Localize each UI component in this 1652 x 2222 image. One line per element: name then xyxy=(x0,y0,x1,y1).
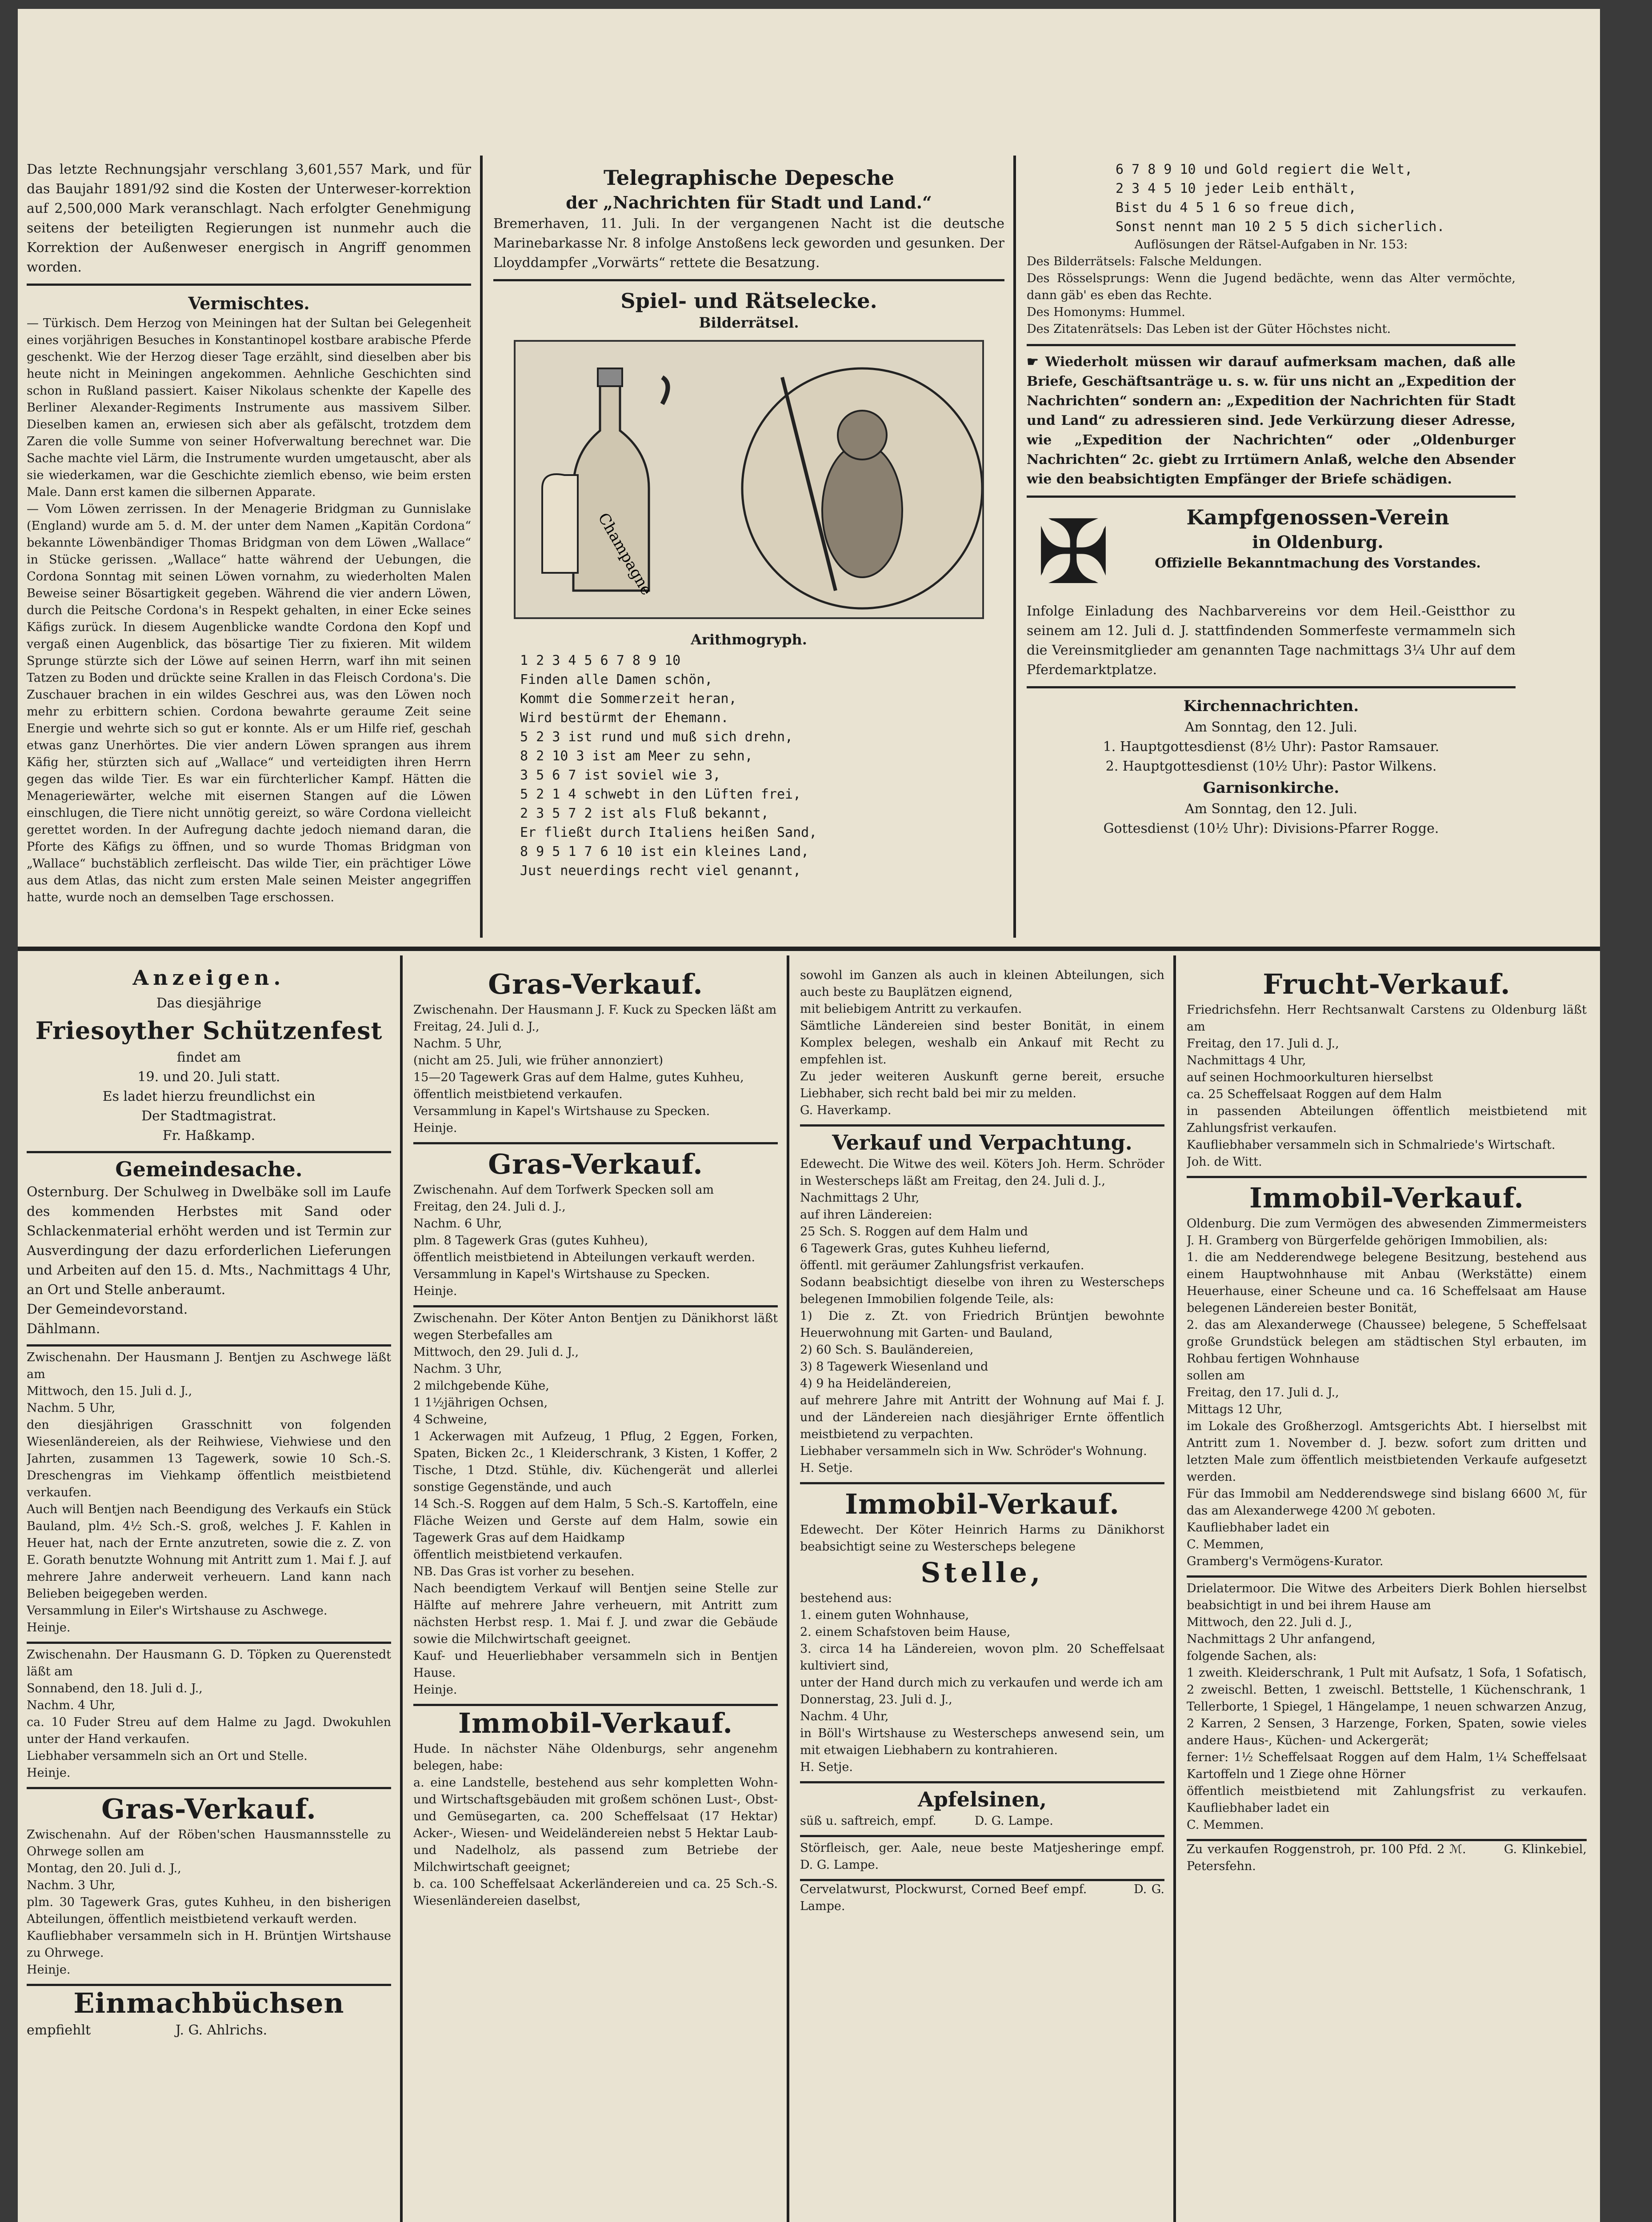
immo3-title: Immobil-Verkauf. xyxy=(1249,1182,1524,1214)
zwischenahn-ad-1 xyxy=(27,1347,391,1644)
kirche-title: Kirchennachrichten. xyxy=(1183,697,1359,715)
section-divider xyxy=(18,947,1600,951)
cervelat-body: Cervelatwurst, Plockwurst, Corned Beef empf. D. G. Lampe. xyxy=(800,1882,1164,1913)
arithmogryph-title: Arithmogryph. xyxy=(691,631,807,648)
zwischenahn-ad-2 xyxy=(27,1644,391,1789)
bear-head-icon xyxy=(838,411,887,460)
glass-icon xyxy=(542,474,578,573)
z3-body: Zwischenahn. Der Köter Anton Bentjen zu Dänikhorst läßt wegen Sterbefalles am Mittwoch, den 29. Juli d. J., Nachm. 3 Uhr, 2 milchgebende Kühe, 1 1½jährigen Ochsen, 4 Schweine, 1 Ackerwagen mit Aufzeug, 1 Pflug, 2 Eggen, Forken, Spaten, Bicken 2c., 1 Kleiderschrank, 3 Kisten, 1 Koffer, 2 Tische, 1 Dtzd. Stühle, div. Küchengerät und allerlei sonstige Gegenstände, und auch 14 Sch.-S. Roggen auf dem Halm, 5 Sch.-S. Kartoffeln, eine Fläche Weizen und Gerste auf dem Halm, sowie ein Tagewerk Gras auf dem Haidkamp öffentlich meistbietend verkaufen. NB. Das Gras ist vorher zu besehen. Nach beendigtem Verkauf will Bentjen seine Stelle zur Hälfte auf mehrere Jahre verheuern, mit Antritt zum nächsten Herbst resp. 1. Mai f. J. und zwar die Gebäude sowie die Milchwirtschaft geeignet. Kauf- und Heuerliebhaber versammeln sich in Bentjen Hause. Heinje. xyxy=(413,1311,778,1697)
verein-ad xyxy=(1027,501,1516,604)
stoer-body: Störfleisch, ger. Aale, neue beste Matjesheringe empf. D. G. Lampe. xyxy=(800,1841,1164,1872)
top-column-3 xyxy=(1027,160,1516,942)
garnison-title: Garnisonkirche. xyxy=(1203,779,1340,797)
verein-subtitle: in Oldenburg. xyxy=(1252,532,1384,552)
column-divider xyxy=(1013,156,1016,938)
solutions-body: Des Bilderrätsels: Falsche Meldungen. Des Rösselsprungs: Wenn die Jugend bedächte, wenn das Alter vermöchte, dann gäb' es eben das Rechte. Des Homonyms: Hummel. Des Zitatenrätsels: Das Leben ist der Güter Höchstes nicht. xyxy=(1027,255,1516,336)
picture-puzzle xyxy=(514,340,984,619)
apfel-title: Apfelsinen, xyxy=(918,1787,1047,1811)
vv-body: Edewecht. Die Witwe des weil. Köters Joh. Herm. Schröder in Westerscheps läßt am Freitag, den 24. Juli d. J., Nachmittags 2 Uhr, auf ihren Ländereien: 25 Sch. S. Roggen auf dem Halm und 6 Tagewerk Gras, gutes Kuhheu liefernd, öffentl. mit geräumer Zahlungsfrist verkaufen. Sodann beabsichtigt dieselbe von ihren zu Westerscheps belegenen Immobilien folgende Teile, als: 1) Die z. Zt. von Friedrich Brüntjen bewohnte Heuerwohnung mit Garten- und Bauland, 2) 60 Sch. S. Bauländereien, 3) 8 Tagewerk Wiesenland und 4) 9 ha Heideländereien, auf mehrere Jahre mit Antritt der Wohnung auf Mai f. J. und der Ländereien nach diesjähriger Ernte öffentlich meistbietend zu verpachten. Liebhaber versammeln sich in Ww. Schröder's Wohnung. H. Setje. xyxy=(800,1157,1164,1475)
stelle-heading: Stelle, xyxy=(920,1556,1044,1589)
verkauf-verpachtung-ad xyxy=(800,1127,1164,1484)
top-column-1 xyxy=(27,160,471,938)
immo2-body-2: bestehend aus: 1. einem guten Wohnhause, 2. einem Schafstoven beim Hause, 3. circa 14 ha Ländereien, wovon plm. 20 Scheffelsaat kultiviert sind, unter der Hand durch mich zu verkaufen und werde ich am Donnerstag, 23. Juli d. J., Nachm. 4 Uhr, in Böll's Wirtshause zu Westerscheps anwesend sein, um mit etwaigen Liebhabern zu kontrahieren. H. Setje. xyxy=(800,1591,1164,1774)
kirche-body: Am Sonntag, den 12. Juli. 1. Hauptgottesdienst (8½ Uhr): Pastor Ramsauer. 2. Hauptgottesdienst (10½ Uhr): Pastor Wilkens. xyxy=(1103,719,1440,774)
gras-verkauf-ad-2 xyxy=(413,964,778,1144)
column-divider xyxy=(480,156,483,938)
immo1-continued-body: sowohl im Ganzen als auch in kleinen Abteilungen, sich auch beste zu Bauplätzen eignend, mit beliebigem Antritt zu verkaufen. Sämtliche Ländereien sind bester Bonität, in einem Komplex belegen, weshalb ein Ankauf mit Recht zu empfehlen ist. Zu jeder weiteren Auskunft gerne bereit, ersuche Liebhaber, sich recht bald bei mir zu melden. G. Haverkamp. xyxy=(800,968,1164,1117)
stoerfleisch-ad xyxy=(800,1837,1164,1881)
garnison-body: Am Sonntag, den 12. Juli. Gottesdienst (10½ Uhr): Divisions-Pfarrer Rogge. xyxy=(1103,801,1439,836)
z1-body: Zwischenahn. Der Hausmann J. Bentjen zu Aschwege läßt am Mittwoch, den 15. Juli d. J., Nachm. 5 Uhr, den diesjährigen Grasschnitt von folgenden Wiesenländereien, als der Reihwiese, Viehwiese und den Jahrten, zusammen 13 Tagewerk, sowie 10 Sch.-S. Dreschengras im Viehkamp öffentlich meistbietend verkaufen. Auch will Bentjen nach Beendigung des Verkaufs ein Stück Bauland, plm. 4½ Sch.-S. groß, welches J. F. Kahlen in Heuer hat, nach der Ernte anzutreten, sowie die z. Z. von E. Gorath benutzte Wohnung mit Antritt zum 1. Mai f. J. auf mehrere Jahre anderweit verheuern. Land kann nach Belieben beigegeben werden. Versammlung in Eiler's Wirtshause zu Aschwege. Heinje. xyxy=(27,1351,391,1635)
apostrophe-icon xyxy=(662,377,668,404)
frucht-verkauf-ad xyxy=(1187,964,1587,1178)
drie-body: Drielatermoor. Die Witwe des Arbeiters Dierk Bohlen hierselbst beabsichtigt in und bei ihrem Hause am Mittwoch, den 22. Juli d. J., Nachmittags 2 Uhr anfangend, folgende Sachen, als: 1 zweith. Kleiderschrank, 1 Pult mit Aufsatz, 1 Sofa, 1 Sofatisch, 2 zweischl. Betten, 1 zweischl. Bettstelle, 1 Küchenschrank, 1 Tellerborte, 1 Spiegel, 1 Hängelampe, 1 neuen schwarzen Anzug, 2 Karren, 2 Sensen, 3 Harzenge, Forken, Spaten, sowie vieles andere Haus-, Küchen- und Ackergerät; ferner: 1½ Scheffelsaat Roggen auf dem Halm, 1¼ Scheffelsaat Kartoffeln und 1 Ziege ohne Hörner öffentlich meistbietend mit Zahlungsfrist zu verkaufen. Kaufliebhaber ladet ein C. Memmen. xyxy=(1187,1582,1587,1832)
gras1-title: Gras-Verkauf. xyxy=(488,968,703,1000)
newspaper-page xyxy=(18,9,1600,2222)
vv-title: Verkauf und Verpachtung. xyxy=(832,1131,1132,1155)
frucht-title: Frucht-Verkauf. xyxy=(1263,968,1511,1000)
gemeinde-title: Gemeindesache. xyxy=(115,1157,303,1181)
game-title: Spiel- und Rätselecke. xyxy=(620,289,877,313)
verein-title: Kampfgenossen-Verein xyxy=(1186,505,1449,529)
gemeindesache-ad xyxy=(27,1153,391,1347)
arithmogryph-lines: 1 2 3 4 5 6 7 8 9 10 Finden alle Damen schön, Kommt die Sommerzeit heran, Wird bestürmt der Ehemann. 5 2 3 ist rund und muß sich drehn, 8 2 10 3 ist am Meer zu sehn, 3 5 6 7 ist soviel wie 3, 5 2 1 4 schwebt in den Lüften frei, 2 3 5 7 2 ist als Fluß bekannt, Er fließt durch Italiens heißen Sand, 8 9 5 1 7 6 10 ist ein kleines Land, Just neuerdings recht viel genannt, xyxy=(520,653,817,879)
cervelat-ad xyxy=(800,1881,1164,1915)
verein-heading: Offizielle Bekanntmachung des Vorstandes. xyxy=(1155,556,1481,571)
drielatermoor-ad xyxy=(1187,1578,1587,1841)
picture-puzzle-illustration xyxy=(516,342,982,617)
column-divider xyxy=(1173,955,1176,2222)
gras-body: Zwischenahn. Auf der Röben'schen Hausmannsstelle zu Ohrwege sollen am Montag, den 20. Juli d. J., Nachm. 3 Uhr, plm. 30 Tagewerk Gras, gutes Kuhheu, in den bisherigen Abteilungen, öffentlich meistbietend verkauft werden. Kaufliebhaber versammeln sich in H. Brüntjen Wirtshause zu Ohrwege. Heinje. xyxy=(27,1828,391,1977)
ads-column-2 xyxy=(413,964,778,2222)
gras-title: Gras-Verkauf. xyxy=(101,1793,316,1825)
vermischtes-body: — Türkisch. Dem Herzog von Meiningen hat der Sultan bei Gelegenheit eines vorjährigen Besuches in Konstantinopel kostbare arabische Pferde geschenkt. Wie der Herzog dieser Tage erzählt, sind dieselben aber bis heute nicht in Meiningen angekommen. Aehnliche Geschichten sind schon in Rußland passiert. Kaiser Nikolaus schenkte der Kapelle des Berliner Alexander-Regiments Instrumente aus massivem Silber. Dieselben kamen an, erwiesen sich aber als gefälscht, trotzdem dem Zaren die volle Summe von seiner Hofverwaltung berechnet war. Die Sache machte viel Lärm, die Instrumente wurden umgetauscht, aber als sie wiederkamen, war die Geschichte ziemlich ebenso, wie beim ersten Male. Dann erst kamen die silbernen Apparate. — Vom Löwen zerrissen. In der Menagerie Bridgman zu Gunnislake (England) wurde am 5. d. M. der unter dem Namen „Kapitän Cordona“ bekannte Löwenbändiger Thomas Bridgman von dem Löwen „Wallace“ in Stücke gerissen. „Wallace“ hatte während der Uebungen, die Cordona Sonntag mit seinen Löwen vornahm, zu wiederholten Malen Beweise seiner Bösartigkeit gegeben. Während die vier andern Löwen, durch die Peitsche Cordona's in Respekt gehalten, in einer Ecke seines Käfigs zurück. In diesem Augenblicke wandte Cordona den Kopf und vergaß einen Augenblick, das bösartige Tier zu fixieren. Mit wildem Sprunge stürzte sich der Löwe auf seinen Herrn, warf ihn mit seinen Tatzen zu Boden und drückte seine Krallen in das Fleisch Cordona's. Die Zuschauer brachen in ein wildes Geschrei aus, was den Löwen noch mehr zu erbittern schien. Cordona bewahrte geraume Zeit seine Energie und wehrte sich so gut er konnte. Als er um Hilfe rief, geschah etwas ganz Unerhörtes. Die vier andern Löwen sprangen aus ihrem Käfig her, stürzten sich auf „Wallace“ und verteidigten ihren Herrn gegen das wilde Tier. Es war ein fürchterlicher Kampf. Hätten die Menageriewärter, welche mit eisernen Stangen auf die Löwen einschlugen, die Tiere nicht unnötig gereizt, so wäre Cordona vielleicht gerettet worden. In der Aufregung dachte jedoch niemand daran, die Pforte des Käfigs zu öffnen, und so wurde Thomas Bridgman von „Wallace“ buchstäblich zerfleischt. Das wilde Tier, ein prächtiger Löwe aus dem Atlas, das nicht zum ersten Male seinen Meister angegriffen hatte, wurde noch an demselben Tage erschossen. xyxy=(27,316,471,904)
bottle-label: Champagne xyxy=(594,510,656,599)
ads-column-3 xyxy=(800,964,1164,2222)
immobil-ad-2 xyxy=(800,1484,1164,1783)
zwischenahn-ad-3 xyxy=(413,1307,778,1706)
telegram-subtitle: der „Nachrichten für Stadt und Land.“ xyxy=(566,192,932,212)
divider xyxy=(493,279,1004,281)
apfelsinen-ad xyxy=(800,1783,1164,1837)
arithmogryph-verse: 6 7 8 9 10 und Gold regiert die Welt, 2 3 4 5 10 jeder Leib enthält, Bist du 4 5 1 6 so freue dich, Sonst nennt man 10 2 5 5 dich sicherlich. xyxy=(1116,162,1445,235)
schuetzenfest-ad xyxy=(27,991,391,1153)
immobil-ad-1-continued xyxy=(800,964,1164,1127)
fest-pre: Das diesjährige xyxy=(156,995,262,1011)
telegram-title: Telegraphische Depesche xyxy=(603,166,895,190)
address-notice: ☛ Wiederholt müssen wir darauf aufmerksam machen, daß alle Briefe, Geschäftsanträge u. s. w. für uns nicht an „Expedition der Nachrichten“ sondern an: „Expedition der Nachrichten für Stadt und Land“ zu adressieren sind. Jede Verkürzung dieser Adresse, wie „Expedition der Nachrichten“ oder „Oldenburger Nachrichten“ 2c. giebt zu Irrtümern Anlaß, welche den Absender wie den beabsichtigten Empfänger der Briefe schädigen. xyxy=(1027,354,1516,487)
solutions-title: Auflösungen der Rätsel-Aufgaben in Nr. 153: xyxy=(1134,238,1408,252)
immobil-ad-3 xyxy=(1187,1178,1587,1578)
immo1-body: Hude. In nächster Nähe Oldenburgs, sehr angenehm belegen, habe: a. eine Landstelle, bestehend aus sehr kompletten Wohn- und Wirtschaftsgebäuden mit großem schönen Lust-, Obst- und Gemüsegarten, ca. 200 Scheffelsaat (17 Hektar) Acker-, Wiesen- und Weideländereien nebst 5 Hektar Laub- und Nadelholz, als passend zum Betriebe der Milchwirtschaft geeignet; b. ca. 100 Scheffelsaat Ackerländereien und ca. 25 Sch.-S. Wiesenländereien daselbst, xyxy=(413,1742,778,1908)
ads-column-4 xyxy=(1187,964,1587,2222)
frucht-body: Friedrichsfehn. Herr Rechtsanwalt Carstens zu Oldenburg läßt am Freitag, den 17. Juli d. J., Nachmittags 4 Uhr, auf seinen Hochmoorkulturen hierselbst ca. 25 Scheffelsaat Roggen auf dem Halm in passenden Abteilungen öffentlich meistbietend mit Zahlungsfrist verkaufen. Kaufliebhaber versammeln sich in Schmalriede's Wirtschaft. Joh. de Witt. xyxy=(1187,1003,1587,1169)
fest-body: findet am 19. und 20. Juli statt. Es ladet hierzu freundlichst ein Der Stadtmagistrat. Fr. Haßkamp. xyxy=(102,1050,316,1143)
immo3-body: Oldenburg. Die zum Vermögen des abwesenden Zimmermeisters J. H. Gramberg von Bürgerfelde gehörigen Immobilien, als: 1. die am Nedderendwege belegene Besitzung, bestehend aus einem Hauptwohnhause mit Anbau (Werkstätte) einem Heuerhause, einer Scheune und ca. 16 Scheffelsaat am Hause belegenen Ländereien bester Bonität, 2. das am Alexanderwege (Chaussee) belegene, 5 Scheffelsaat große Grundstück belegen am städtischen Styl erbauten, im Rohbau fertigen Wohnhause sollen am Freitag, den 17. Juli d. J., Mittags 12 Uhr, im Lokale des Großherzogl. Amtsgerichts Abt. I hierselbst mit Antritt zum 1. November d. J. bezw. sofort zum dritten und letzten Male zum öffentlich meistbietenden Verkaufe aufgesetzt werden. Für das Immobil am Nedderendswege sind bislang 6600 ℳ, für das am Alexanderwege 4200 ℳ geboten. Kaufliebhaber ladet ein C. Memmen, Gramberg's Vermögens-Kurator. xyxy=(1187,1217,1587,1568)
telegram-body: Bremerhaven, 11. Juli. In der vergangenen Nacht ist die deutsche Marinebarkasse Nr. 8 infolge Anstoßens leck geworden und gesunken. Der Lloyddampfer „Vorwärts“ rettete die Besatzung. xyxy=(493,216,1004,271)
roggen-body: Zu verkaufen Roggenstroh, pr. 100 Pfd. 2 ℳ. G. Klinkebiel, Petersfehn. xyxy=(1187,1842,1587,1873)
intro-paragraph: Das letzte Rechnungsjahr verschlang 3,601,557 Mark, und für das Baujahr 1891/92 sind die Kosten der Unterweser-korrektion auf 2,500,000 Mark veranschlagt. Nach erfolgter Genehmigung seitens der beteiligten Regierungen ist nunmehr auch die Korrektion der Außenweser energisch in Angriff genommen worden. xyxy=(27,162,471,275)
bear-icon xyxy=(822,444,902,577)
z2-body: Zwischenahn. Der Hausmann G. D. Töpken zu Querenstedt läßt am Sonnabend, den 18. Juli d. J., Nachm. 4 Uhr, ca. 10 Fuder Streu auf dem Halme zu Jagd. Dwokuhlen unter der Hand verkaufen. Liebhaber versammeln sich an Ort und Stelle. Heinje. xyxy=(27,1648,391,1780)
fest-title: Friesoyther Schützenfest xyxy=(35,1016,383,1045)
gras2-title: Gras-Verkauf. xyxy=(488,1148,703,1180)
iron-cross-icon: ✠ xyxy=(1036,501,1111,604)
game-subtitle: Bilderrätsel. xyxy=(699,314,799,331)
top-column-2 xyxy=(493,164,1004,947)
column-divider xyxy=(787,955,789,2222)
apfel-body: süß u. saftreich, empf. D. G. Lampe. xyxy=(800,1814,1053,1828)
ads-column-1 xyxy=(27,964,391,2222)
verein-body: Infolge Einladung des Nachbarvereins vor dem Heil.-Geistthor zu seinem am 12. Juli d. J. stattfindenden Sommerfeste vermammeln sich die Vereinsmitglieder am genannten Tage nachmittags 3¼ Uhr auf dem Pferdemarktplatze. xyxy=(1027,603,1516,678)
gras-verkauf-ad xyxy=(27,1789,391,1986)
immo2-title: Immobil-Verkauf. xyxy=(844,1488,1120,1520)
bottle-cork-icon xyxy=(598,368,622,386)
einmach-body: empfiehlt J. G. Ahlrichs. xyxy=(27,2022,268,2038)
divider xyxy=(1027,496,1516,498)
einmach-ad xyxy=(27,1986,391,2040)
immobil-ad-1 xyxy=(413,1706,778,1910)
gras1-body: Zwischenahn. Der Hausmann J. F. Kuck zu Specken läßt am Freitag, 24. Juli d. J., Nachm. 5 Uhr, (nicht am 25. Juli, wie früher annonziert) 15—20 Tagewerk Gras auf dem Halme, gutes Kuhheu, öffentlich meistbietend verkaufen. Versammlung in Kapel's Wirtshause zu Specken. Heinje. xyxy=(413,1003,777,1135)
anzeigen-heading: Anzeigen. xyxy=(132,966,285,990)
gras-verkauf-ad-3 xyxy=(413,1144,778,1307)
immo2-body: Edewecht. Der Köter Heinrich Harms zu Dänikhorst beabsichtigt seine zu Westerscheps belegene xyxy=(800,1523,1164,1554)
divider xyxy=(27,284,471,286)
divider xyxy=(1027,344,1516,346)
einmach-title: Einmachbüchsen xyxy=(73,1987,344,2019)
gemeinde-body: Osternburg. Der Schulweg in Dwelbäke soll im Laufe des kommenden Herbstes mit Sand oder Schlackenmaterial erhöht werden und ist Termin zur Ausverdingung der dazu erforderlichen Lieferungen und Arbeiten auf den 15. d. Mts., Nachmittags 4 Uhr, an Ort und Stelle anberaumt. Der Gemeindevorstand. Dählmann. xyxy=(27,1184,391,1337)
vermischtes-heading: Vermischtes. xyxy=(188,293,310,313)
gras2-body: Zwischenahn. Auf dem Torfwerk Specken soll am Freitag, den 24. Juli d. J., Nachm. 6 Uhr, plm. 8 Tagewerk Gras (gutes Kuhheu), öffentlich meistbietend in Abteilungen verkauft werden. Versammlung in Kapel's Wirtshause zu Specken. Heinje. xyxy=(413,1183,756,1298)
divider xyxy=(1027,686,1516,688)
immo1-title: Immobil-Verkauf. xyxy=(458,1707,733,1739)
roggenstroh-ad xyxy=(1187,1841,1587,1875)
column-divider xyxy=(400,955,403,2222)
